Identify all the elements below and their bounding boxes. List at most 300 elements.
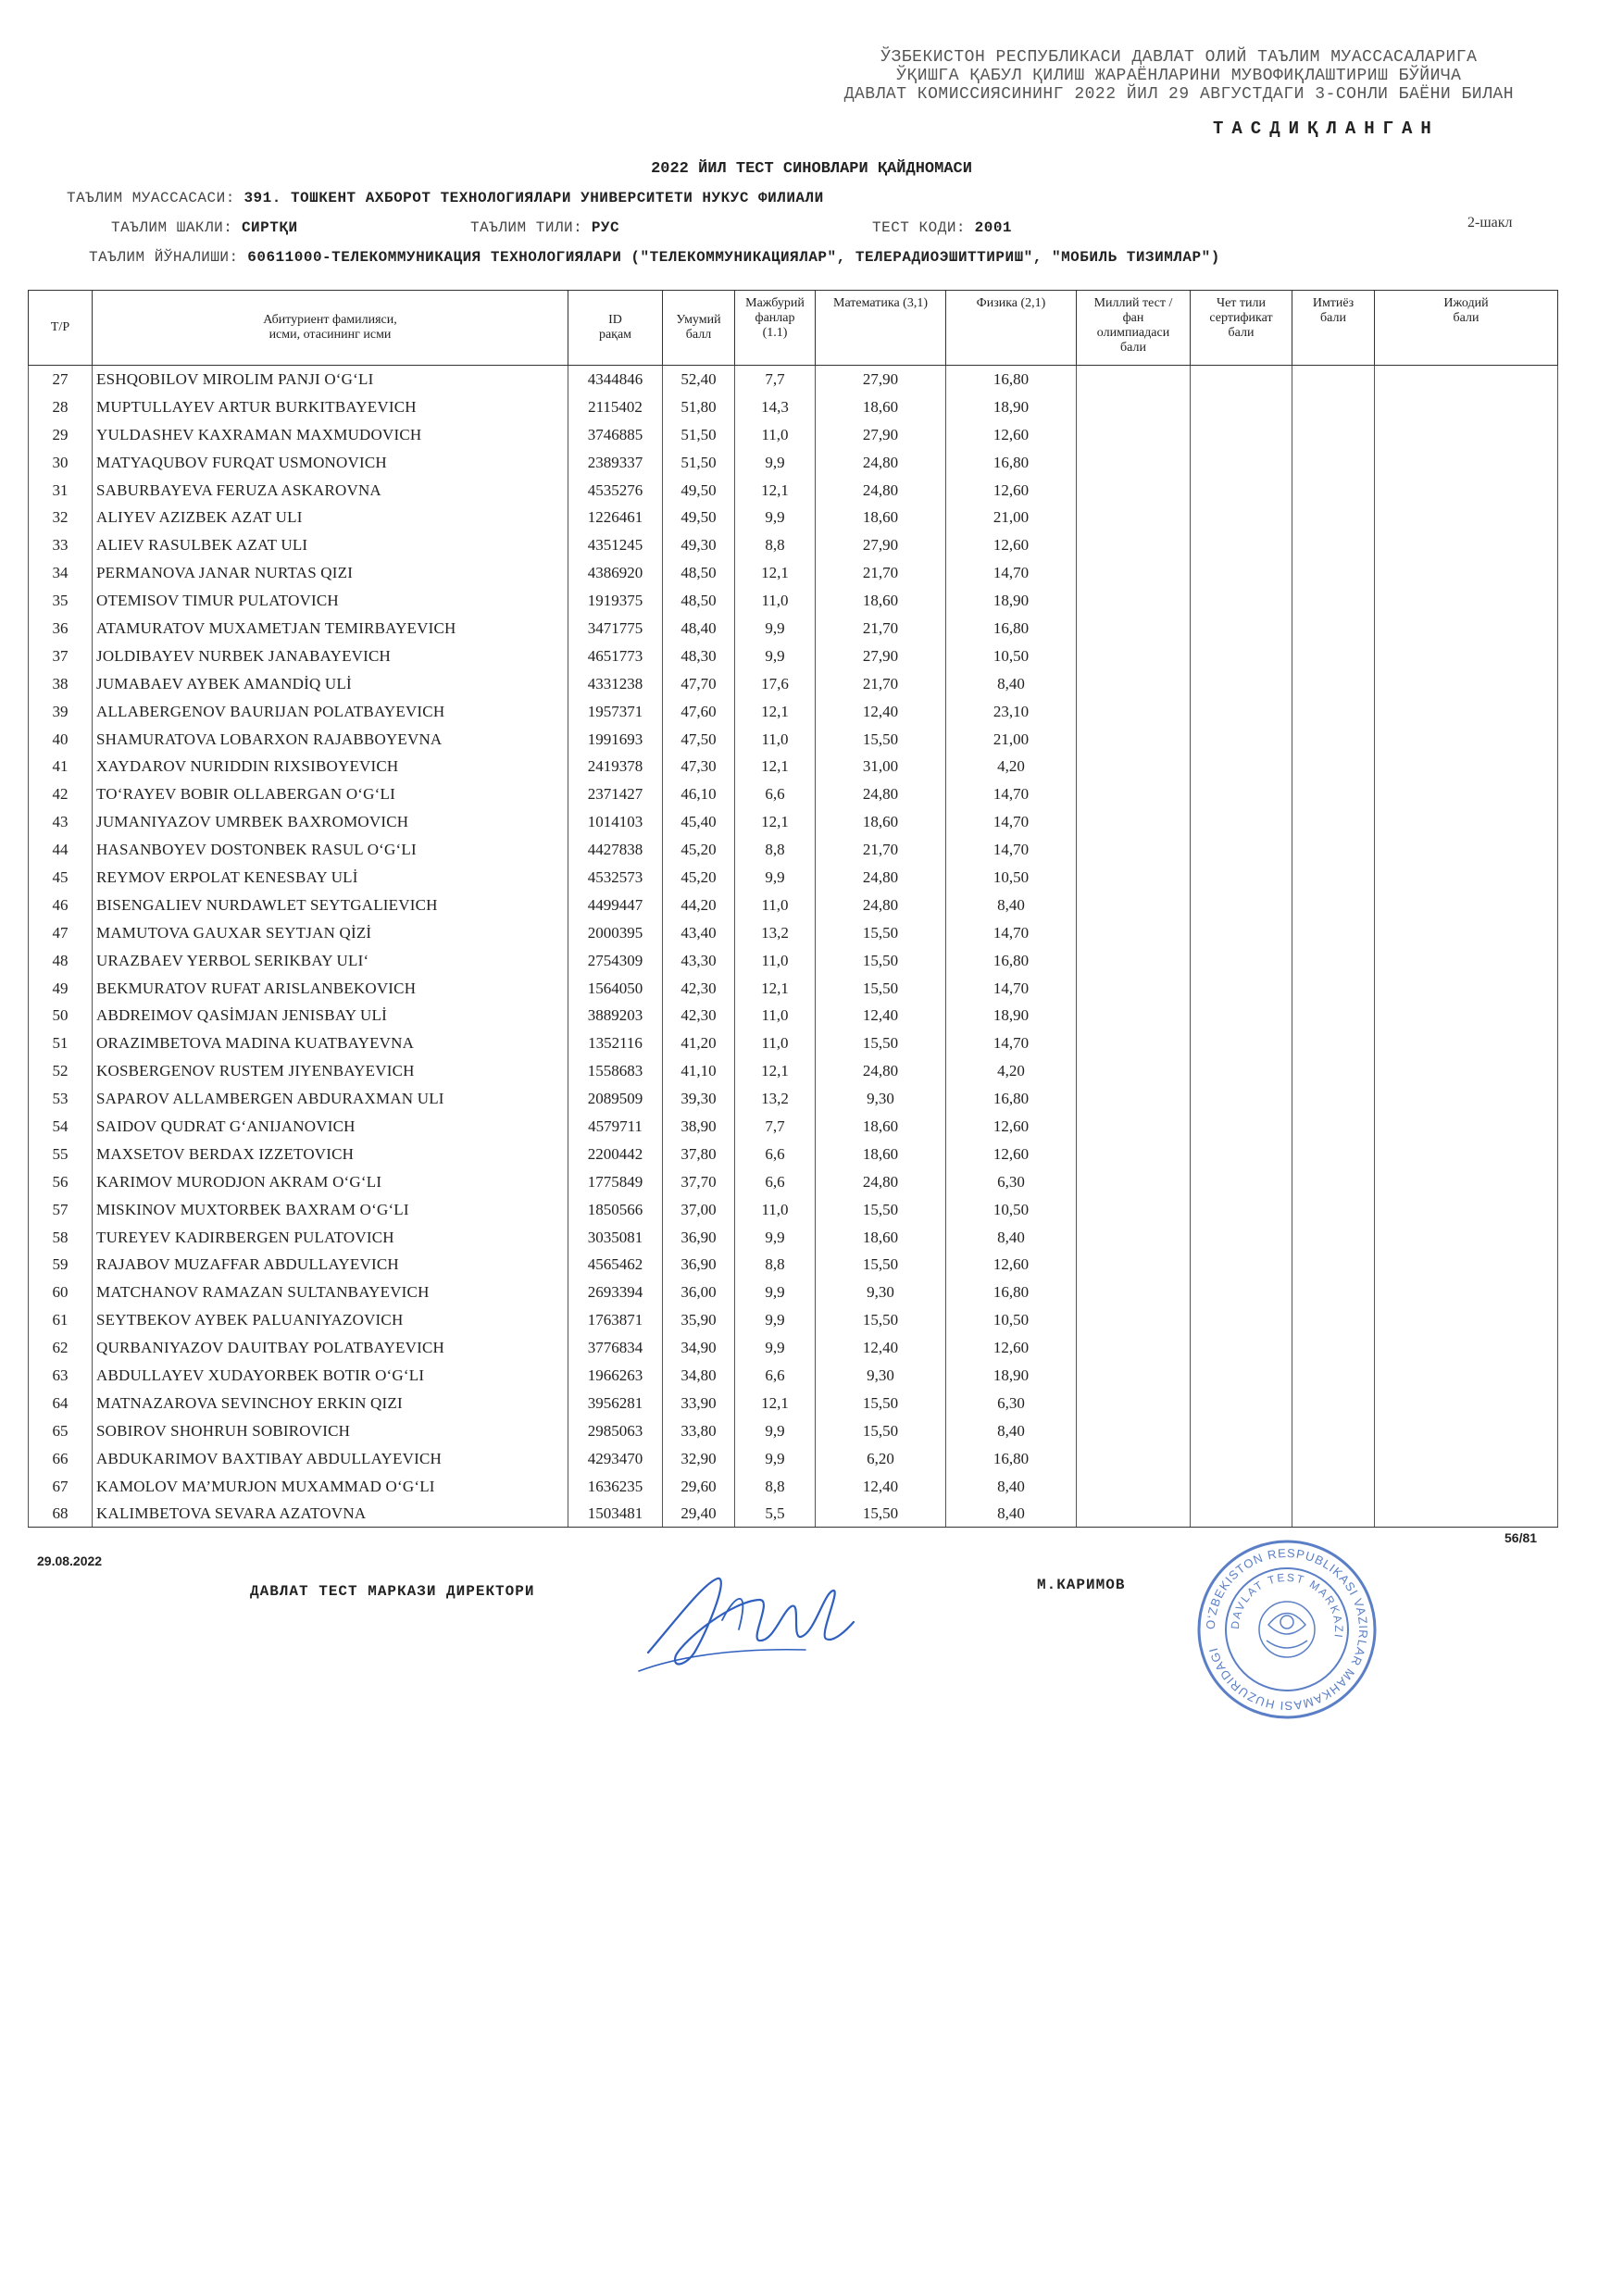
- document-title: 2022 ЙИЛ ТЕСТ СИНОВЛАРИ ҚАЙДНОМАСИ: [651, 160, 972, 178]
- privilege-score: [1292, 918, 1375, 946]
- applicant-id: 2754309: [568, 946, 663, 974]
- national-test-score: [1077, 1334, 1191, 1362]
- total-score: 36,90: [663, 1251, 735, 1279]
- mandatory-score: 11,0: [735, 1002, 816, 1029]
- national-test-score: [1077, 1251, 1191, 1279]
- applicant-name: ABDREIMOV QASİMJAN JENISBAY ULİ: [93, 1002, 568, 1029]
- col-header-number: Т/Р: [29, 291, 93, 366]
- total-score: 33,80: [663, 1416, 735, 1444]
- row-number: 54: [29, 1113, 93, 1141]
- math-score: 31,00: [816, 753, 946, 780]
- row-number: 37: [29, 642, 93, 669]
- foreign-cert-score: [1191, 1113, 1292, 1141]
- applicant-id: 3746885: [568, 420, 663, 448]
- physics-score: 8,40: [946, 1500, 1077, 1528]
- col-header-id: ID рақам: [568, 291, 663, 366]
- national-test-score: [1077, 420, 1191, 448]
- privilege-score: [1292, 615, 1375, 643]
- privilege-score: [1292, 1029, 1375, 1057]
- col-header-national-test: Миллий тест / фан олимпиадаси бали: [1077, 291, 1191, 366]
- national-test-score: [1077, 974, 1191, 1002]
- mandatory-score: 7,7: [735, 366, 816, 393]
- applicant-id: 4293470: [568, 1444, 663, 1472]
- physics-score: 8,40: [946, 1416, 1077, 1444]
- math-score: 15,50: [816, 725, 946, 753]
- national-test-score: [1077, 1279, 1191, 1306]
- applicant-name: MUPTULLAYEV ARTUR BURKITBAYEVICH: [93, 393, 568, 420]
- mandatory-score: 6,6: [735, 1140, 816, 1167]
- creative-score: [1375, 836, 1558, 864]
- applicant-id: 4565462: [568, 1251, 663, 1279]
- applicant-id: 1014103: [568, 808, 663, 836]
- applicant-id: 4535276: [568, 476, 663, 504]
- applicant-name: ABDULLAYEV XUDAYORBEK BOTIR O‘G‘LI: [93, 1362, 568, 1390]
- foreign-cert-score: [1191, 1140, 1292, 1167]
- applicant-id: 1850566: [568, 1195, 663, 1223]
- creative-score: [1375, 1057, 1558, 1085]
- foreign-cert-score: [1191, 1002, 1292, 1029]
- mandatory-score: 8,8: [735, 836, 816, 864]
- applicant-name: YULDASHEV KAXRAMAN MAXMUDOVICH: [93, 420, 568, 448]
- math-score: 18,60: [816, 1113, 946, 1141]
- creative-score: [1375, 1306, 1558, 1334]
- privilege-score: [1292, 1279, 1375, 1306]
- total-score: 48,50: [663, 587, 735, 615]
- foreign-cert-score: [1191, 476, 1292, 504]
- table-row: [29, 1002, 1558, 1029]
- total-score: 47,60: [663, 697, 735, 725]
- col-header-math: Математика (3,1): [816, 291, 946, 366]
- applicant-id: 1636235: [568, 1472, 663, 1500]
- math-score: 15,50: [816, 1389, 946, 1416]
- privilege-score: [1292, 1500, 1375, 1528]
- physics-score: 12,60: [946, 1334, 1077, 1362]
- creative-score: [1375, 725, 1558, 753]
- total-score: 43,40: [663, 918, 735, 946]
- row-number: 50: [29, 1002, 93, 1029]
- creative-score: [1375, 1195, 1558, 1223]
- applicant-name: MATYAQUBOV FURQAT USMONOVICH: [93, 448, 568, 476]
- mandatory-score: 9,9: [735, 504, 816, 531]
- national-test-score: [1077, 1362, 1191, 1390]
- mandatory-score: 9,9: [735, 1306, 816, 1334]
- math-score: 27,90: [816, 366, 946, 393]
- mandatory-score: 9,9: [735, 642, 816, 669]
- table-row: [29, 504, 1558, 531]
- total-score: 35,90: [663, 1306, 735, 1334]
- privilege-score: [1292, 476, 1375, 504]
- row-number: 65: [29, 1416, 93, 1444]
- physics-score: 18,90: [946, 1362, 1077, 1390]
- physics-score: 18,90: [946, 587, 1077, 615]
- applicant-id: 2371427: [568, 780, 663, 808]
- privilege-score: [1292, 1002, 1375, 1029]
- applicant-id: 4386920: [568, 559, 663, 587]
- national-test-score: [1077, 531, 1191, 559]
- math-score: 21,70: [816, 836, 946, 864]
- form-code: 2-шакл: [1467, 215, 1513, 231]
- total-score: 52,40: [663, 366, 735, 393]
- row-number: 66: [29, 1444, 93, 1472]
- applicant-id: 3889203: [568, 1002, 663, 1029]
- total-score: 34,90: [663, 1334, 735, 1362]
- row-number: 33: [29, 531, 93, 559]
- mandatory-score: 9,9: [735, 1416, 816, 1444]
- national-test-score: [1077, 918, 1191, 946]
- privilege-score: [1292, 420, 1375, 448]
- national-test-score: [1077, 476, 1191, 504]
- row-number: 53: [29, 1085, 93, 1113]
- math-score: 12,40: [816, 1334, 946, 1362]
- national-test-score: [1077, 448, 1191, 476]
- math-score: 24,80: [816, 448, 946, 476]
- privilege-score: [1292, 587, 1375, 615]
- privilege-score: [1292, 1416, 1375, 1444]
- total-score: 43,30: [663, 946, 735, 974]
- physics-score: 16,80: [946, 1444, 1077, 1472]
- mandatory-score: 12,1: [735, 808, 816, 836]
- applicant-id: 2389337: [568, 448, 663, 476]
- table-row: [29, 753, 1558, 780]
- applicant-name: MAXSETOV BERDAX IZZETOVICH: [93, 1140, 568, 1167]
- privilege-score: [1292, 864, 1375, 892]
- creative-score: [1375, 1334, 1558, 1362]
- table-row: [29, 1362, 1558, 1390]
- mandatory-score: 12,1: [735, 753, 816, 780]
- svg-text:O‘ZBEKISTON RESPUBLIKASI VAZIR: O‘ZBEKISTON RESPUBLIKASI VAZIRLAR MAHKAMASI HUZURIDAGI: [1203, 1545, 1371, 1714]
- row-number: 49: [29, 974, 93, 1002]
- col-header-foreign-cert: Чет тили сертификат бали: [1191, 291, 1292, 366]
- math-score: 27,90: [816, 420, 946, 448]
- national-test-score: [1077, 753, 1191, 780]
- privilege-score: [1292, 1389, 1375, 1416]
- row-number: 46: [29, 891, 93, 918]
- total-score: 34,80: [663, 1362, 735, 1390]
- creative-score: [1375, 864, 1558, 892]
- applicant-id: 4532573: [568, 864, 663, 892]
- applicant-name: KOSBERGENOV RUSTEM JIYENBAYEVICH: [93, 1057, 568, 1085]
- applicant-name: BISENGALIEV NURDAWLET SEYTGALIEVICH: [93, 891, 568, 918]
- row-number: 28: [29, 393, 93, 420]
- applicant-name: SAPAROV ALLAMBERGEN ABDURAXMAN ULI: [93, 1085, 568, 1113]
- mandatory-score: 11,0: [735, 587, 816, 615]
- total-score: 51,50: [663, 448, 735, 476]
- physics-score: 12,60: [946, 476, 1077, 504]
- total-score: 29,40: [663, 1500, 735, 1528]
- applicant-name: MAMUTOVA GAUXAR SEYTJAN QİZİ: [93, 918, 568, 946]
- row-number: 39: [29, 697, 93, 725]
- applicant-id: 1564050: [568, 974, 663, 1002]
- total-score: 47,50: [663, 725, 735, 753]
- physics-score: 14,70: [946, 974, 1077, 1002]
- table-row: [29, 1500, 1558, 1528]
- applicant-id: 1503481: [568, 1500, 663, 1528]
- foreign-cert-score: [1191, 725, 1292, 753]
- applicant-name: SAIDOV QUDRAT G‘ANIJANOVICH: [93, 1113, 568, 1141]
- foreign-cert-score: [1191, 669, 1292, 697]
- math-score: 6,20: [816, 1444, 946, 1472]
- math-score: 21,70: [816, 615, 946, 643]
- applicant-name: PERMANOVA JANAR NURTAS QIZI: [93, 559, 568, 587]
- privilege-score: [1292, 642, 1375, 669]
- col-header-total: Умумий балл: [663, 291, 735, 366]
- mandatory-score: 6,6: [735, 1167, 816, 1195]
- total-score: 29,60: [663, 1472, 735, 1500]
- col-header-name: Абитуриент фамилияси, исми, отасининг исми: [93, 291, 568, 366]
- total-score: 46,10: [663, 780, 735, 808]
- row-number: 62: [29, 1334, 93, 1362]
- col-header-privilege: Имтиёз бали: [1292, 291, 1375, 366]
- language-value: РУС: [591, 219, 620, 236]
- national-test-score: [1077, 836, 1191, 864]
- privilege-score: [1292, 1140, 1375, 1167]
- row-number: 67: [29, 1472, 93, 1500]
- foreign-cert-score: [1191, 836, 1292, 864]
- national-test-score: [1077, 891, 1191, 918]
- mandatory-score: 8,8: [735, 531, 816, 559]
- math-score: 15,50: [816, 946, 946, 974]
- mandatory-score: 12,1: [735, 974, 816, 1002]
- approval-block: [844, 48, 1514, 104]
- applicant-id: 4331238: [568, 669, 663, 697]
- privilege-score: [1292, 1444, 1375, 1472]
- privilege-score: [1292, 808, 1375, 836]
- applicant-name: XAYDAROV NURIDDIN RIXSIBOYEVICH: [93, 753, 568, 780]
- creative-score: [1375, 697, 1558, 725]
- creative-score: [1375, 1002, 1558, 1029]
- applicant-name: REYMOV ERPOLAT KENESBAY ULİ: [93, 864, 568, 892]
- col-header-creative: Ижодий бали: [1375, 291, 1558, 366]
- direction-value: 60611000-ТЕЛЕКОММУНИКАЦИЯ ТЕХНОЛОГИЯЛАРИ ("ТЕЛЕКОММУНИКАЦИЯЛАР", ТЕЛЕРАДИОЭШИТТИРИШ", "МОБИЛЬ ТИЗИМЛАР"): [247, 249, 1220, 266]
- math-score: 27,90: [816, 642, 946, 669]
- national-test-score: [1077, 669, 1191, 697]
- mandatory-score: 5,5: [735, 1500, 816, 1528]
- applicant-name: ORAZIMBETOVA MADINA KUATBAYEVNA: [93, 1029, 568, 1057]
- page-number: 56/81: [1504, 1530, 1538, 1545]
- creative-score: [1375, 1362, 1558, 1390]
- privilege-score: [1292, 1472, 1375, 1500]
- applicant-name: ALIEV RASULBEK AZAT ULI: [93, 531, 568, 559]
- physics-score: 10,50: [946, 1306, 1077, 1334]
- table-row: [29, 531, 1558, 559]
- table-row: [29, 780, 1558, 808]
- table-row: [29, 366, 1558, 393]
- math-score: 21,70: [816, 559, 946, 587]
- privilege-score: [1292, 946, 1375, 974]
- applicant-name: OTEMISOV TIMUR PULATOVICH: [93, 587, 568, 615]
- math-score: 27,90: [816, 531, 946, 559]
- applicant-name: ALLABERGENOV BAURIJAN POLATBAYEVICH: [93, 697, 568, 725]
- privilege-score: [1292, 448, 1375, 476]
- foreign-cert-score: [1191, 918, 1292, 946]
- total-score: 42,30: [663, 1002, 735, 1029]
- math-score: 15,50: [816, 918, 946, 946]
- mandatory-score: 14,3: [735, 393, 816, 420]
- national-test-score: [1077, 1057, 1191, 1085]
- total-score: 41,10: [663, 1057, 735, 1085]
- applicant-name: BEKMURATOV RUFAT ARISLANBEKOVICH: [93, 974, 568, 1002]
- mandatory-score: 12,1: [735, 559, 816, 587]
- creative-score: [1375, 642, 1558, 669]
- footer-date: 29.08.2022: [37, 1554, 103, 1568]
- table-row: [29, 587, 1558, 615]
- physics-score: 16,80: [946, 615, 1077, 643]
- foreign-cert-score: [1191, 946, 1292, 974]
- mandatory-score: 11,0: [735, 891, 816, 918]
- math-score: 15,50: [816, 974, 946, 1002]
- row-number: 47: [29, 918, 93, 946]
- physics-score: 18,90: [946, 393, 1077, 420]
- applicant-name: TUREYEV KADIRBERGEN PULATOVICH: [93, 1223, 568, 1251]
- creative-score: [1375, 1167, 1558, 1195]
- creative-score: [1375, 1444, 1558, 1472]
- table-row: [29, 1167, 1558, 1195]
- row-number: 57: [29, 1195, 93, 1223]
- total-score: 47,70: [663, 669, 735, 697]
- physics-score: 14,70: [946, 559, 1077, 587]
- total-score: 45,20: [663, 864, 735, 892]
- applicant-id: 4499447: [568, 891, 663, 918]
- foreign-cert-score: [1191, 1472, 1292, 1500]
- row-number: 42: [29, 780, 93, 808]
- svg-text:DAVLAT TEST MARKAZI: DAVLAT TEST MARKAZI: [1228, 1570, 1346, 1641]
- national-test-score: [1077, 1167, 1191, 1195]
- applicant-id: 3035081: [568, 1223, 663, 1251]
- privilege-score: [1292, 1167, 1375, 1195]
- creative-score: [1375, 393, 1558, 420]
- applicant-name: URAZBAEV YERBOL SERIKBAY ULI‘: [93, 946, 568, 974]
- mandatory-score: 11,0: [735, 1029, 816, 1057]
- table-row: [29, 615, 1558, 643]
- row-number: 63: [29, 1362, 93, 1390]
- total-score: 49,50: [663, 504, 735, 531]
- creative-score: [1375, 918, 1558, 946]
- applicant-name: ABDUKARIMOV BAXTIBAY ABDULLAYEVICH: [93, 1444, 568, 1472]
- foreign-cert-score: [1191, 559, 1292, 587]
- mandatory-score: 8,8: [735, 1472, 816, 1500]
- privilege-score: [1292, 1113, 1375, 1141]
- table-row: [29, 1223, 1558, 1251]
- foreign-cert-score: [1191, 1029, 1292, 1057]
- math-score: 24,80: [816, 1167, 946, 1195]
- creative-score: [1375, 587, 1558, 615]
- total-score: 33,90: [663, 1389, 735, 1416]
- privilege-score: [1292, 697, 1375, 725]
- study-form-value: СИРТҚИ: [241, 219, 298, 236]
- math-score: 24,80: [816, 780, 946, 808]
- physics-score: 10,50: [946, 1195, 1077, 1223]
- privilege-score: [1292, 1195, 1375, 1223]
- foreign-cert-score: [1191, 1389, 1292, 1416]
- total-score: 51,50: [663, 420, 735, 448]
- test-code-label: ТЕСТ КОДИ:: [872, 219, 967, 236]
- creative-score: [1375, 504, 1558, 531]
- applicant-id: 2985063: [568, 1416, 663, 1444]
- table-row: [29, 974, 1558, 1002]
- applicant-name: JOLDIBAYEV NURBEK JANABAYEVICH: [93, 642, 568, 669]
- math-score: 18,60: [816, 587, 946, 615]
- table-row: [29, 697, 1558, 725]
- mandatory-score: 9,9: [735, 1223, 816, 1251]
- row-number: 30: [29, 448, 93, 476]
- creative-score: [1375, 1251, 1558, 1279]
- national-test-score: [1077, 615, 1191, 643]
- applicant-name: SEYTBEKOV AYBEK PALUANIYAZOVICH: [93, 1306, 568, 1334]
- study-form-line: [111, 219, 298, 236]
- row-number: 34: [29, 559, 93, 587]
- physics-score: 23,10: [946, 697, 1077, 725]
- mandatory-score: 12,1: [735, 1389, 816, 1416]
- creative-score: [1375, 420, 1558, 448]
- math-score: 18,60: [816, 504, 946, 531]
- national-test-score: [1077, 1140, 1191, 1167]
- col-header-physics: Физика (2,1): [946, 291, 1077, 366]
- privilege-score: [1292, 780, 1375, 808]
- applicant-name: KAMOLOV MA’MURJON MUXAMMAD O‘G‘LI: [93, 1472, 568, 1500]
- total-score: 36,00: [663, 1279, 735, 1306]
- privilege-score: [1292, 891, 1375, 918]
- mandatory-score: 11,0: [735, 420, 816, 448]
- foreign-cert-score: [1191, 393, 1292, 420]
- total-score: 44,20: [663, 891, 735, 918]
- row-number: 35: [29, 587, 93, 615]
- total-score: 48,50: [663, 559, 735, 587]
- mandatory-score: 17,6: [735, 669, 816, 697]
- table-row: [29, 1279, 1558, 1306]
- physics-score: 12,60: [946, 420, 1077, 448]
- applicant-name: QURBANIYAZOV DAUITBAY POLATBAYEVICH: [93, 1334, 568, 1362]
- national-test-score: [1077, 946, 1191, 974]
- foreign-cert-score: [1191, 1195, 1292, 1223]
- creative-score: [1375, 1389, 1558, 1416]
- test-code-value: 2001: [974, 219, 1013, 236]
- table-row: [29, 1416, 1558, 1444]
- privilege-score: [1292, 393, 1375, 420]
- applicant-id: 1775849: [568, 1167, 663, 1195]
- math-score: 24,80: [816, 864, 946, 892]
- national-test-score: [1077, 1389, 1191, 1416]
- physics-score: 8,40: [946, 1223, 1077, 1251]
- row-number: 29: [29, 420, 93, 448]
- national-test-score: [1077, 1416, 1191, 1444]
- table-body: [29, 366, 1558, 1528]
- creative-score: [1375, 808, 1558, 836]
- physics-score: 10,50: [946, 642, 1077, 669]
- language-label: ТАЪЛИМ ТИЛИ:: [470, 219, 583, 236]
- total-score: 38,90: [663, 1113, 735, 1141]
- foreign-cert-score: [1191, 1085, 1292, 1113]
- physics-score: 12,60: [946, 1140, 1077, 1167]
- math-score: 12,40: [816, 1472, 946, 1500]
- row-number: 32: [29, 504, 93, 531]
- math-score: 12,40: [816, 697, 946, 725]
- national-test-score: [1077, 697, 1191, 725]
- physics-score: 8,40: [946, 891, 1077, 918]
- applicant-id: 1966263: [568, 1362, 663, 1390]
- applicant-id: 3956281: [568, 1389, 663, 1416]
- table-row: [29, 420, 1558, 448]
- table-row: [29, 476, 1558, 504]
- creative-score: [1375, 1472, 1558, 1500]
- national-test-score: [1077, 1472, 1191, 1500]
- institution-line: [67, 190, 824, 206]
- table-row: [29, 1389, 1558, 1416]
- row-number: 56: [29, 1167, 93, 1195]
- physics-score: 21,00: [946, 725, 1077, 753]
- total-score: 37,00: [663, 1195, 735, 1223]
- privilege-score: [1292, 1334, 1375, 1362]
- foreign-cert-score: [1191, 420, 1292, 448]
